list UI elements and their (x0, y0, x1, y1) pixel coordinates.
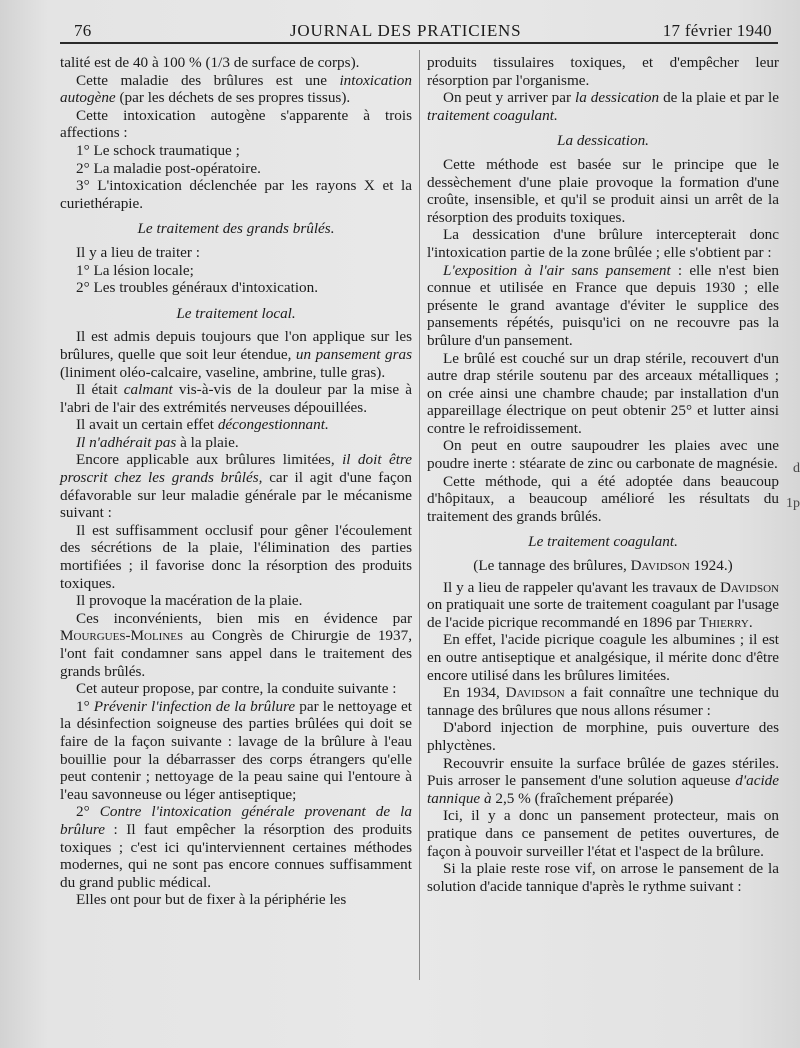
section-heading: Le traitement local. (176, 304, 296, 322)
paragraph: Il y a lieu de traiter : (76, 243, 200, 261)
text-run: 1924.) (689, 557, 733, 575)
paragraph: La dessication d'une brûlure intercepterait donc l'intoxication partie de la zone brûlée ; elle s'obtient par : (427, 226, 779, 261)
paragraph: produits tissulaires toxiques, et d'empêcher leur résorption par l'organisme. (427, 54, 779, 89)
text-run: Il est admis depuis toujours que l'on applique sur les brûlures, quelle que soit leur étendue, (60, 328, 412, 363)
text-run: Recouvrir ensuite la surface brûlée de gazes stériles. Puis arroser le pansement d'une solution aqueuse (427, 754, 779, 790)
paragraph: Elles ont pour but de fixer à la périphérie les (76, 891, 347, 909)
author-name: Davidson (719, 578, 779, 596)
text-run: Il était (76, 381, 124, 399)
italic-run: un pansement gras (295, 345, 412, 363)
text-run: au Congrès de Chirurgie de 1937, l'ont fait condamner sans appel dans le traitement des grands brûlés. (60, 627, 412, 680)
text-run: En 1934, (443, 684, 506, 702)
text-run: de la plaie et par le (659, 89, 780, 107)
text-run: 1° (76, 697, 94, 715)
text-run: on pratiquait une sorte de traitement coagulant par l'usage de l'acide picrique recommandé en 1896 par (427, 596, 779, 631)
paragraph: 1° La lésion locale; (76, 261, 194, 279)
text-run: Cette maladie des brûlures est une (76, 71, 340, 89)
paragraph: Si la plaie reste rose vif, on arrose le pansement de la solution d'acide tannique d'après le rythme suivant : (427, 860, 779, 895)
section-heading: Le traitement des grands brûlés. (137, 220, 335, 238)
paragraph: On peut en outre saupoudrer les plaies avec une poudre inerte : stéarate de zinc ou carbonate de magnésie. (427, 437, 779, 473)
text-run: 2° (76, 803, 100, 821)
paragraph (60, 328, 412, 381)
italic-run: décongestionnant. (217, 416, 329, 434)
edge-mark: 1p (786, 496, 800, 511)
paragraph (60, 698, 412, 804)
left-column (60, 54, 412, 909)
paragraph (60, 803, 412, 891)
italic-run: L'exposition à l'air sans pansement (443, 261, 671, 279)
text-run: Davidson (630, 557, 690, 575)
author-name: Thierry (699, 613, 749, 631)
paragraph: Le brûlé est couché sur un drap stérile, recouvert d'un autre drap stérile soutenu par des arceaux métalliques ; on crée ainsi une chambre chaude; par installation d'un appareillage électrique on peut obtenir 25° et lutter ainsi contre le refroidissement. (427, 349, 779, 437)
italic-run: Il n'adhérait pas (76, 433, 177, 451)
text-run: Il y a lieu de rappeler qu'avant les travaux de (443, 578, 720, 596)
page-number: 76 (74, 21, 92, 40)
text-run: car il agit d'une façon défavorable sur leur maladie générale par le mécanisme suivant : (60, 469, 412, 522)
author-name: Davidson (505, 684, 565, 702)
text-run: Il avait un certain effet (76, 416, 218, 434)
italic-run: calmant (123, 381, 173, 399)
text-run: Encore applicable aux brûlures limitées, (76, 451, 343, 469)
header-rule (60, 42, 778, 44)
paragraph: D'abord injection de morphine, puis ouverture des phlyctènes. (427, 719, 779, 754)
paragraph: 1° Le schock traumatique ; (76, 141, 240, 159)
paragraph (427, 755, 779, 808)
paragraph (60, 381, 412, 416)
author-name: Mourgues-Molines (60, 627, 184, 645)
text-run: (par les déchets de ses propres tissus). (115, 89, 351, 107)
text-run: On peut y arriver par (443, 89, 575, 107)
paragraph (427, 579, 779, 632)
text-run: (liniment oléo-calcaire, vaseline, ambrine, tulle gras). (60, 363, 386, 381)
paragraph: Ici, il y a donc un pansement protecteur, mais on pratique dans ce pansement de petites ouvertures, de façon à pouvoir surveiller l'état et l'aspect de la brûlure. (427, 807, 779, 860)
edge-mark: d (793, 461, 800, 476)
journal-title: JOURNAL DES PRATICIENS (290, 21, 522, 40)
italic-run: traitement coagulant. (427, 106, 558, 124)
column-divider (419, 50, 420, 980)
paragraph: Cette intoxication autogène s'apparente à trois affections : (60, 106, 412, 142)
paragraph: 2° La maladie post-opératoire. (76, 159, 261, 177)
paragraph (427, 89, 779, 124)
paragraph (60, 610, 412, 680)
paragraph (60, 416, 412, 434)
text-run: vis-à-vis de la douleur par la mise à l'abri de l'air des extrémités nerveuses dépouillées. (60, 381, 412, 416)
paragraph: Cet auteur propose, par contre, la conduite suivante : (76, 680, 397, 698)
paragraph: talité est de 40 à 100 % (1/3 de surface de corps). (60, 54, 360, 71)
italic-run: d'acide tannique à (427, 772, 779, 807)
paragraph: Il provoque la macération de la plaie. (76, 592, 303, 610)
section-heading: La dessication. (557, 132, 649, 150)
text-run: par le nettoyage et la désinfection soigneuse des parties brûlées qui doit se faire de la façon suivante : lavage de la brûlure à l'eau bouillie pour la débarrasser des corps étrangers qu'elle peut contenir ; nettoyage de la peau saine qui l'entoure à l'eau savonneuse ou léger antiseptique; (60, 697, 413, 803)
paragraph: Cette méthode est basée sur le principe que le dessèchement d'une plaie provoque la formation d'une croûte, insensible, et qu'il se produit ainsi un arrêt de la résorption des produits toxiques. (427, 155, 779, 226)
paragraph (60, 434, 412, 452)
issue-date: 17 février 1940 (662, 21, 772, 40)
text-run: : Il faut empêcher la résorption des produits toxiques ; c'est ici qu'interviennent certaines méthodes modernes, qui ne sont pas encore connues suffisamment du grand public médical. (60, 820, 412, 891)
paragraph (427, 684, 779, 719)
page-header (60, 18, 772, 44)
paragraph: 3° L'intoxication déclenchée par les rayons X et la curiethérapie. (60, 177, 412, 212)
italic-run: il doit être proscrit chez les grands brûlés, (60, 451, 413, 487)
paragraph (60, 451, 412, 521)
text-run: (Le tannage des brûlures, (473, 557, 631, 575)
text-run: a fait connaître une technique du tannage des brûlures que nous allons résumer : (427, 684, 779, 719)
paragraph: Cette méthode, qui a été adoptée dans beaucoup d'hôpitaux, a beaucoup amélioré les résultats du traitement des grands brûlés. (427, 472, 779, 525)
text-run: à la plaie. (176, 433, 239, 451)
paragraph: Il est suffisamment occlusif pour gêner l'écoulement des sécrétions de la plaie, l'élimination des parties mortifiées ; il favorise donc la résorption des produits toxiques. (60, 521, 412, 592)
italic-run: Contre l'intoxication générale provenant de la brûlure (60, 803, 412, 838)
italic-run: la dessication (574, 89, 660, 107)
text-run: : elle n'est bien connue et utilisée en France que depuis 1930 ; elle présente le grand avantage d'éviter le supplice des pansements répétés, puisqu'ici on ne recouvre pas la brûlure d'un pansement. (427, 261, 779, 349)
italic-run: intoxication autogène (60, 71, 412, 107)
paragraph (60, 72, 412, 107)
section-heading: Le traitement coagulant. (528, 533, 678, 551)
text-run: 2,5 % (fraîchement préparée) (491, 789, 674, 807)
paragraph (427, 262, 779, 350)
right-column (427, 54, 779, 895)
paragraph: 2° Les troubles généraux d'intoxication. (76, 279, 319, 297)
section-subtitle (427, 557, 779, 575)
text-run: . (748, 613, 753, 631)
italic-run: Prévenir l'infection de la brûlure (93, 697, 296, 715)
text-run: Ces inconvénients, bien mis en évidence par (76, 609, 412, 627)
paragraph: En effet, l'acide picrique coagule les albumines ; il est en outre antiseptique et analgésique, il mérite donc d'être encore utilisé dans les brûlures limitées. (427, 631, 779, 684)
